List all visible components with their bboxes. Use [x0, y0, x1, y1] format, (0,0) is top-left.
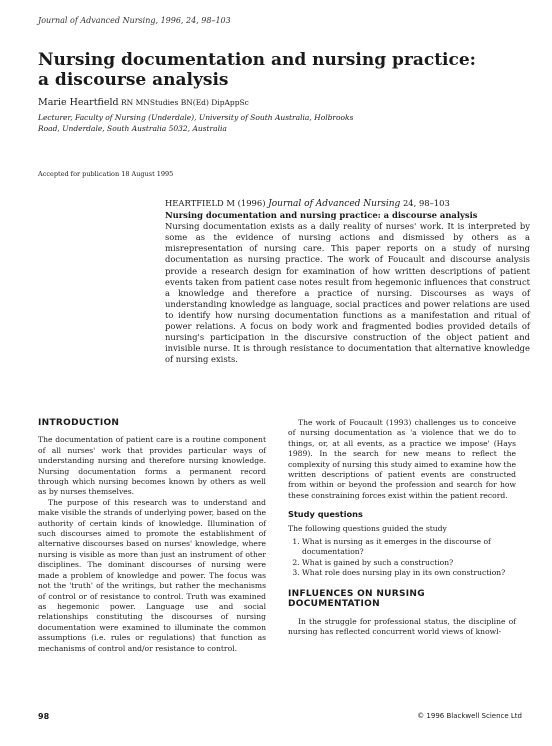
study-questions-list [288, 537, 516, 579]
affiliation-line-2: Road, Underdale, South Australia 5032, Australia [38, 124, 227, 133]
abstract-body: Nursing documentation exists as a daily reality of nurses' work. It is interpreted by some as the evidence of nursing actions and dismissed by others as a misrepresentation of nursing care. This paper reports on a study of nursing documentation as nursing practice. The work of Foucault and discourse analysis provide a research design for examination of how written descriptions of patient events taken from patient case notes result from hegemonic influences that construct a knowledge and therefore a practice of nursing. Discourses as ways of understanding knowledge as language, social practices and power relations are used to identify how nursing documentation functions as a manifestation and ritual of power relations. A focus on body work and fragmented bodies provided details of nursing's participation in the discursive construction of the object patient and invisible nurse. It is through resistance to documentation that alternative knowledge of nursing exists. [165, 221, 530, 365]
abstract-title: Nursing documentation and nursing practice: a discourse analysis [165, 210, 478, 221]
journal-citation-header: Journal of Advanced Nursing, 1996, 24, 98–103 [38, 16, 231, 25]
title-line-1: Nursing documentation and nursing practice: [38, 50, 476, 70]
influences-heading-line-2: DOCUMENTATION [288, 599, 380, 610]
influences-paragraph: In the struggle for professional status, the discipline of nursing has reflected concurrent world views of knowl- [288, 616, 516, 636]
introduction-heading: INTRODUCTION [38, 418, 120, 428]
abstract-cite-volume: 24, 98–103 [400, 198, 450, 208]
author-name: Marie Heartfield [38, 97, 119, 108]
abstract-citation [165, 198, 530, 210]
title-line-2: a discourse analysis [38, 70, 229, 90]
influences-heading [288, 589, 516, 610]
affiliation-line-1: Lecturer, Faculty of Nursing (Underdale), University of South Australia, Holbrooks [38, 113, 354, 122]
author-qualifications: RN MNStudies BN(Ed) DipAppSc [118, 98, 249, 107]
abstract-cite-journal: Journal of Advanced Nursing [268, 199, 401, 209]
foucault-paragraph: The work of Foucault (1993) challenges us to conceive of nursing documentation as 'a violence that we do to things, or, at all events, as a practice we impose' (Hays 1989). In the search for new means to reflect the complexity of nursing this study aimed to examine how the written descriptions of patient events are constructed from within or beyond the profession and search for how these constraining forces exist within the patient record. [288, 418, 516, 500]
page-number: 98 [38, 712, 50, 721]
study-questions-intro: The following questions guided the study [288, 523, 447, 533]
left-column [38, 418, 266, 654]
study-question-item: 3. What role does nursing play in its own construction? [302, 568, 516, 578]
right-column [288, 418, 516, 637]
influences-heading-line-1: INFLUENCES ON NURSING [288, 588, 425, 599]
copyright-notice: © 1996 Blackwell Science Ltd [417, 712, 522, 720]
study-questions-heading: Study questions [288, 509, 363, 520]
abstract [165, 198, 530, 365]
introduction-paragraph-1: The documentation of patient care is a routine component of all nurses' work that provides particular ways of understanding nursing and therefore nursing knowledge. Nursing documentation forms a permanent record through which nursing becomes known by others as well as by nurses themselves. [38, 435, 266, 497]
abstract-cite-author: HEARTFIELD M (1996) [165, 198, 269, 208]
study-question-item: 2. What is gained by such a construction? [302, 558, 516, 568]
accepted-date: Accepted for publication 18 August 1995 [38, 170, 174, 178]
article-title [38, 50, 518, 90]
introduction-paragraph-2: The purpose of this research was to understand and make visible the strands of underlying power, based on the authority of certain kinds of knowledge. Illumination of such discourses aimed to promote the establishment of alternative discourses based on nurses' knowledge, where nursing is visible as more than just an instrument of other disciplines. The dominant discourses of nursing were made a problem of knowledge and power. The focus was not the 'truth' of the writings, but rather the mechanisms of control or of resistance to control. Truth was examined as hegemonic power. Language use and social relationships constituting the discourses of nursing documentation were examined to illuminate the common assumptions (i.e. rules or regulations) that function as mechanisms of control and/or resistance to control. [38, 497, 266, 653]
author-line [38, 97, 249, 108]
author-affiliation [38, 112, 458, 134]
study-question-item: 1. What is nursing as it emerges in the discourse of documentation? [302, 537, 516, 558]
